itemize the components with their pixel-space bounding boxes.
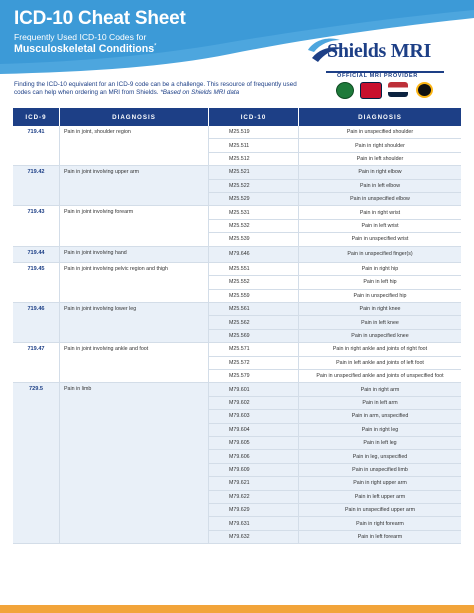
icd10-diagnosis-cell: Pain in right upper arm xyxy=(299,477,462,490)
icd10-diagnosis-cell: Pain in left forearm xyxy=(299,530,462,543)
table-row xyxy=(13,166,461,179)
icd10-code-cell: M79.603 xyxy=(209,410,299,423)
icd10-code-cell: M79.604 xyxy=(209,423,299,436)
icd10-diagnosis-cell: Pain in right knee xyxy=(299,303,462,316)
icd9-code-cell: 719.47 xyxy=(13,343,60,383)
col-header-diagnosis-9: DIAGNOSIS xyxy=(60,108,209,126)
icd10-diagnosis-cell: Pain in right forearm xyxy=(299,517,462,530)
icd10-code-cell: M25.569 xyxy=(209,329,299,342)
table-row xyxy=(13,246,461,262)
icd10-code-cell: M25.552 xyxy=(209,276,299,289)
icd10-diagnosis-cell: Pain in unspecified shoulder xyxy=(299,126,462,139)
icd10-code-cell: M79.602 xyxy=(209,396,299,409)
table-row xyxy=(13,206,461,219)
icd10-code-cell: M79.605 xyxy=(209,436,299,449)
logo-wordmark: Shields MRI xyxy=(327,40,431,62)
icd10-code-cell: M79.606 xyxy=(209,450,299,463)
icd10-diagnosis-cell: Pain in left ankle and joints of left foot xyxy=(299,356,462,369)
icd10-diagnosis-cell: Pain in left knee xyxy=(299,316,462,329)
icd10-code-cell: M25.579 xyxy=(209,370,299,383)
icd-code-table xyxy=(13,108,461,544)
icd9-code-cell: 719.44 xyxy=(13,246,60,262)
page-subtitle: Frequently Used ICD-10 Codes for xyxy=(14,32,147,42)
patriots-logo-icon xyxy=(360,82,382,99)
icd10-diagnosis-cell: Pain in right ankle and joints of right foot xyxy=(299,343,462,356)
icd10-code-cell: M25.522 xyxy=(209,179,299,192)
icd9-code-cell: 719.41 xyxy=(13,126,60,166)
icd9-diagnosis-cell: Pain in joint involving pelvic region and thigh xyxy=(60,262,209,302)
page-subtitle-strong: Musculoskeletal Conditions* xyxy=(14,43,157,55)
icd10-diagnosis-cell: Pain in left leg xyxy=(299,436,462,449)
icd10-diagnosis-cell: Pain in left shoulder xyxy=(299,152,462,165)
icd10-diagnosis-cell: Pain in left elbow xyxy=(299,179,462,192)
col-header-icd10: ICD-10 xyxy=(209,108,299,126)
icd10-diagnosis-cell: Pain in unspecified elbow xyxy=(299,192,462,205)
icd10-code-cell: M25.521 xyxy=(209,166,299,179)
icd9-diagnosis-cell: Pain in joint involving lower leg xyxy=(60,303,209,343)
table-header-row xyxy=(13,108,461,126)
icd10-code-cell: M25.531 xyxy=(209,206,299,219)
icd10-code-cell: M25.529 xyxy=(209,192,299,205)
celtics-logo-icon xyxy=(336,82,354,99)
icd10-code-cell: M25.512 xyxy=(209,152,299,165)
icd10-diagnosis-cell: Pain in unspecified hip xyxy=(299,289,462,302)
icd10-diagnosis-cell: Pain in right leg xyxy=(299,423,462,436)
icd9-diagnosis-cell: Pain in joint involving ankle and foot xyxy=(60,343,209,383)
icd10-code-cell: M79.601 xyxy=(209,383,299,396)
icd10-diagnosis-cell: Pain in unspecified wrist xyxy=(299,233,462,246)
bruins-logo-icon xyxy=(416,82,433,98)
icd10-code-cell: M79.622 xyxy=(209,490,299,503)
page-title: ICD-10 Cheat Sheet xyxy=(14,8,186,29)
table-body xyxy=(13,126,461,544)
icd10-diagnosis-cell: Pain in unspecified limb xyxy=(299,463,462,476)
icd10-code-cell: M79.609 xyxy=(209,463,299,476)
icd10-code-cell: M25.559 xyxy=(209,289,299,302)
icd9-diagnosis-cell: Pain in joint, shoulder region xyxy=(60,126,209,166)
icd9-code-cell: 719.45 xyxy=(13,262,60,302)
intro-text: Finding the ICD-10 equivalent for an ICD-9 code can be a challenge. This resource of frequently used codes can help when ordering an MRI from Shields. xyxy=(14,81,297,97)
icd10-code-cell: M25.562 xyxy=(209,316,299,329)
icd10-code-cell: M25.519 xyxy=(209,126,299,139)
icd10-code-cell: M25.532 xyxy=(209,219,299,232)
col-header-icd9: ICD-9 xyxy=(13,108,60,126)
table-row xyxy=(13,343,461,356)
icd9-diagnosis-cell: Pain in joint involving upper arm xyxy=(60,166,209,206)
icd10-code-cell: M25.539 xyxy=(209,233,299,246)
table-row xyxy=(13,303,461,316)
intro-note: *Based on Shields MRI data xyxy=(160,89,240,97)
table-row xyxy=(13,262,461,275)
intro-paragraph xyxy=(14,81,300,97)
icd10-diagnosis-cell: Pain in unspecified ankle and joints of unspecified foot xyxy=(299,370,462,383)
icd9-code-cell: 729.5 xyxy=(13,383,60,544)
icd10-code-cell: M79.632 xyxy=(209,530,299,543)
icd10-diagnosis-cell: Pain in left upper arm xyxy=(299,490,462,503)
icd10-code-cell: M25.561 xyxy=(209,303,299,316)
table-row xyxy=(13,126,461,139)
icd10-diagnosis-cell: Pain in left wrist xyxy=(299,219,462,232)
icd10-diagnosis-cell: Pain in left hip xyxy=(299,276,462,289)
icd9-code-cell: 719.46 xyxy=(13,303,60,343)
icd10-diagnosis-cell: Pain in unspecified knee xyxy=(299,329,462,342)
icd9-code-cell: 719.42 xyxy=(13,166,60,206)
icd10-diagnosis-cell: Pain in left arm xyxy=(299,396,462,409)
logo-tagline: OFFICIAL MRI PROVIDER xyxy=(337,73,418,79)
icd10-diagnosis-cell: Pain in leg, unspecified xyxy=(299,450,462,463)
icd10-diagnosis-cell: Pain in right arm xyxy=(299,383,462,396)
icd9-diagnosis-cell: Pain in joint involving hand xyxy=(60,246,209,262)
shields-mri-logo xyxy=(306,40,466,102)
icd10-diagnosis-cell: Pain in unspecified finger(s) xyxy=(299,246,462,262)
icd10-code-cell: M79.631 xyxy=(209,517,299,530)
icd10-code-cell: M79.621 xyxy=(209,477,299,490)
icd10-diagnosis-cell: Pain in right shoulder xyxy=(299,139,462,152)
icd9-diagnosis-cell: Pain in joint involving forearm xyxy=(60,206,209,246)
footer-bar xyxy=(0,605,474,613)
icd10-code-cell: M25.571 xyxy=(209,343,299,356)
icd10-code-cell: M79.629 xyxy=(209,503,299,516)
icd10-diagnosis-cell: Pain in right wrist xyxy=(299,206,462,219)
icd10-code-cell: M25.511 xyxy=(209,139,299,152)
icd10-diagnosis-cell: Pain in right elbow xyxy=(299,166,462,179)
red-sox-logo-icon xyxy=(388,82,408,97)
icd10-code-cell: M25.572 xyxy=(209,356,299,369)
icd9-diagnosis-cell: Pain in limb xyxy=(60,383,209,544)
icd10-code-cell: M25.551 xyxy=(209,262,299,275)
icd10-diagnosis-cell: Pain in unspecified upper arm xyxy=(299,503,462,516)
table-row xyxy=(13,383,461,396)
icd9-code-cell: 719.43 xyxy=(13,206,60,246)
col-header-diagnosis-10: DIAGNOSIS xyxy=(299,108,462,126)
icd10-diagnosis-cell: Pain in right hip xyxy=(299,262,462,275)
icd10-diagnosis-cell: Pain in arm, unspecified xyxy=(299,410,462,423)
icd10-code-cell: M79.646 xyxy=(209,246,299,262)
